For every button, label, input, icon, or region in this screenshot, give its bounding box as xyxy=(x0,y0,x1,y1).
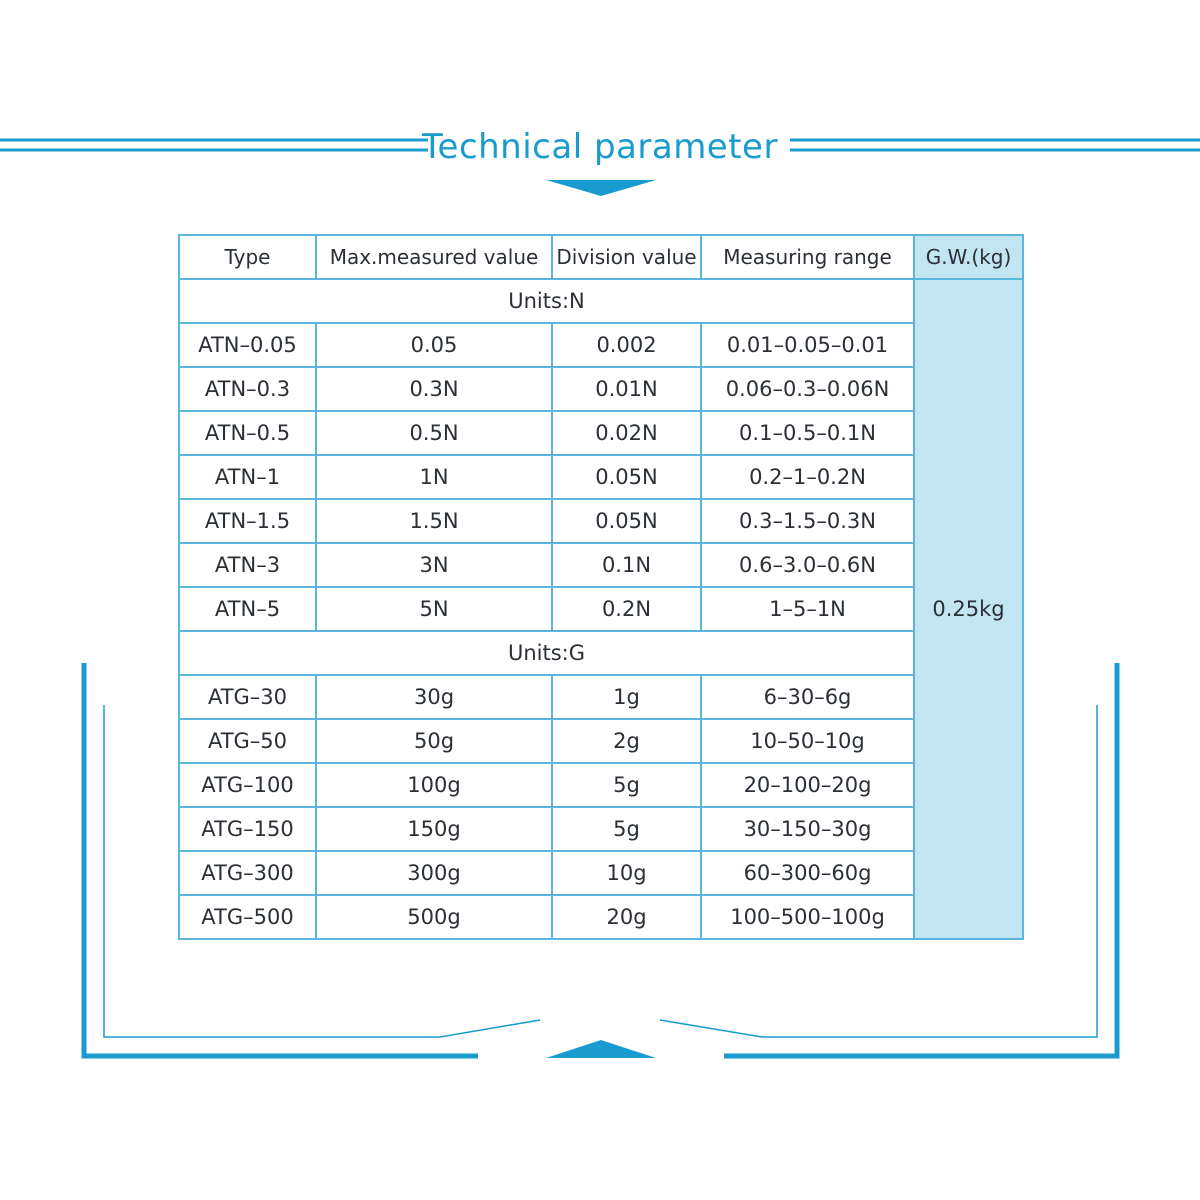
cell-type: ATN–1.5 xyxy=(179,499,316,543)
cell-measuring-range: 0.1–0.5–0.1N xyxy=(701,411,914,455)
down-arrow-icon xyxy=(546,180,656,196)
cell-max-measured-value: 5N xyxy=(316,587,552,631)
cell-type: ATN–0.5 xyxy=(179,411,316,455)
header-type: Type xyxy=(179,235,316,279)
cell-division-value: 20g xyxy=(552,895,701,939)
cell-measuring-range: 0.3–1.5–0.3N xyxy=(701,499,914,543)
cell-max-measured-value: 300g xyxy=(316,851,552,895)
cell-type: ATN–5 xyxy=(179,587,316,631)
cell-measuring-range: 0.06–0.3–0.06N xyxy=(701,367,914,411)
cell-max-measured-value: 50g xyxy=(316,719,552,763)
cell-max-measured-value: 3N xyxy=(316,543,552,587)
cell-division-value: 0.1N xyxy=(552,543,701,587)
page-title: Technical parameter xyxy=(422,127,778,167)
table-row xyxy=(179,367,1023,411)
cell-division-value: 1g xyxy=(552,675,701,719)
table-row xyxy=(179,895,1023,939)
table-row xyxy=(179,455,1023,499)
table-row xyxy=(179,323,1023,367)
cell-type: ATG–30 xyxy=(179,675,316,719)
section-row xyxy=(179,631,1023,675)
cell-measuring-range: 100–500–100g xyxy=(701,895,914,939)
cell-measuring-range: 0.6–3.0–0.6N xyxy=(701,543,914,587)
cell-type: ATG–300 xyxy=(179,851,316,895)
cell-division-value: 0.2N xyxy=(552,587,701,631)
section-row xyxy=(179,279,1023,323)
cell-measuring-range: 0.01–0.05–0.01 xyxy=(701,323,914,367)
header-division-value: Division value xyxy=(552,235,701,279)
cell-max-measured-value: 150g xyxy=(316,807,552,851)
table-header-row xyxy=(179,235,1023,279)
cell-type: ATG–50 xyxy=(179,719,316,763)
cell-measuring-range: 1–5–1N xyxy=(701,587,914,631)
cell-division-value: 0.05N xyxy=(552,499,701,543)
cell-type: ATG–500 xyxy=(179,895,316,939)
cell-division-value: 10g xyxy=(552,851,701,895)
cell-type: ATN–0.3 xyxy=(179,367,316,411)
cell-division-value: 5g xyxy=(552,807,701,851)
cell-max-measured-value: 100g xyxy=(316,763,552,807)
table-row xyxy=(179,719,1023,763)
cell-division-value: 0.01N xyxy=(552,367,701,411)
cell-division-value: 0.02N xyxy=(552,411,701,455)
up-arrow-icon xyxy=(546,1040,656,1058)
cell-type: ATN–3 xyxy=(179,543,316,587)
section-label: Units:G xyxy=(179,631,914,675)
header-max-measured-value: Max.measured value xyxy=(316,235,552,279)
cell-measuring-range: 20–100–20g xyxy=(701,763,914,807)
cell-division-value: 5g xyxy=(552,763,701,807)
cell-max-measured-value: 30g xyxy=(316,675,552,719)
header-gross-weight: G.W.(kg) xyxy=(914,235,1023,279)
cell-measuring-range: 30–150–30g xyxy=(701,807,914,851)
header-measuring-range: Measuring range xyxy=(701,235,914,279)
table-row xyxy=(179,411,1023,455)
table-row xyxy=(179,807,1023,851)
cell-type: ATN–0.05 xyxy=(179,323,316,367)
cell-division-value: 0.002 xyxy=(552,323,701,367)
spec-table xyxy=(178,234,1024,940)
cell-measuring-range: 6–30–6g xyxy=(701,675,914,719)
table-row xyxy=(179,543,1023,587)
table-row xyxy=(179,851,1023,895)
table-row xyxy=(179,763,1023,807)
cell-measuring-range: 60–300–60g xyxy=(701,851,914,895)
cell-max-measured-value: 1N xyxy=(316,455,552,499)
cell-max-measured-value: 0.05 xyxy=(316,323,552,367)
cell-measuring-range: 0.2–1–0.2N xyxy=(701,455,914,499)
cell-division-value: 0.05N xyxy=(552,455,701,499)
cell-max-measured-value: 0.5N xyxy=(316,411,552,455)
cell-division-value: 2g xyxy=(552,719,701,763)
table-row xyxy=(179,675,1023,719)
section-label: Units:N xyxy=(179,279,914,323)
table-row xyxy=(179,499,1023,543)
gross-weight-cell: 0.25kg xyxy=(914,279,1023,939)
cell-max-measured-value: 0.3N xyxy=(316,367,552,411)
cell-max-measured-value: 500g xyxy=(316,895,552,939)
table-row xyxy=(179,587,1023,631)
cell-measuring-range: 10–50–10g xyxy=(701,719,914,763)
cell-type: ATG–150 xyxy=(179,807,316,851)
cell-max-measured-value: 1.5N xyxy=(316,499,552,543)
cell-type: ATG–100 xyxy=(179,763,316,807)
cell-type: ATN–1 xyxy=(179,455,316,499)
